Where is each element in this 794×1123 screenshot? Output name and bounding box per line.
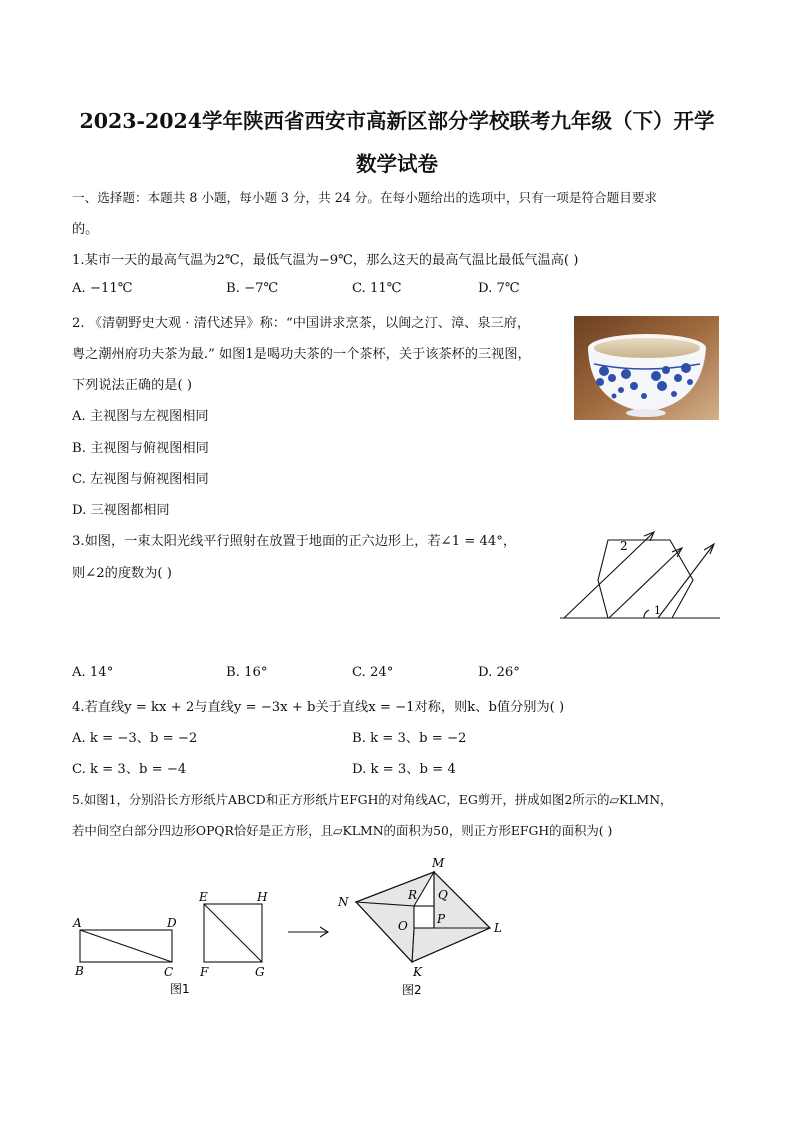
- point-e-label: E: [199, 890, 208, 904]
- question-1-stem: 1.某市一天的最高气温为2℃，最低气温为−9℃，那么这天的最高气温比最低气温高( ): [72, 253, 579, 268]
- hexagon-sunlight-figure: [556, 526, 724, 626]
- question-2-line2: 粤之潮州府功夫茶为最.” 如图1是喝功夫茶的一个茶杯，关于该茶杯的三视图，: [72, 347, 531, 362]
- arrow-right-icon: [286, 924, 332, 940]
- question-3-line2: 则∠2的度数为( ): [72, 566, 172, 581]
- question-2-line1: 2. 《清朝野史大观 · 清代述异》称：“中国讲求烹茶，以闽之汀、漳、泉三府，: [72, 316, 531, 331]
- question-1-option-a: A. −11℃: [72, 281, 133, 296]
- point-f-label: F: [200, 965, 209, 979]
- question-3-option-c: C. 24°: [352, 665, 394, 680]
- angle-1-label: 1: [654, 604, 661, 617]
- exam-title-line2: 数学试卷: [356, 152, 438, 176]
- figure-1-rectangle-square: [70, 886, 280, 1002]
- point-n-label: N: [338, 895, 349, 909]
- question-5-line2: 若中间空白部分四边形OPQR恰好是正方形，且▱KLMN的面积为50，则正方形EFGH的面积为( ): [72, 823, 613, 838]
- point-g-label: G: [255, 965, 265, 979]
- question-2-option-c: C. 左视图与俯视图相同: [72, 472, 209, 487]
- point-q-label: Q: [438, 888, 448, 902]
- question-3-option-d: D. 26°: [478, 665, 520, 680]
- exam-title-line1: 2023-2024学年陕西省西安市高新区部分学校联考九年级（下）开学: [79, 109, 715, 133]
- point-o-label: O: [398, 919, 408, 933]
- question-1-option-d: D. 7℃: [478, 281, 520, 296]
- question-3-option-b: B. 16°: [226, 665, 268, 680]
- section-instructions-line2: 的。: [72, 222, 99, 237]
- question-4-option-a: A. k = −3、b = −2: [72, 731, 198, 746]
- point-b-label: B: [75, 964, 84, 978]
- question-1-option-b: B. −7℃: [226, 281, 279, 296]
- point-c-label: C: [164, 965, 174, 979]
- question-2-option-a: A. 主视图与左视图相同: [72, 409, 209, 424]
- teacup-photo: [574, 316, 719, 420]
- question-1-option-c: C. 11℃: [352, 281, 402, 296]
- question-5-line1: 5.如图1，分别沿长方形纸片ABCD和正方形纸片EFGH的对角线AC，EG剪开，拼成如图2所示的▱KLMN，: [72, 792, 673, 807]
- figure-2-parallelogram: [334, 852, 514, 1002]
- question-4-option-b: B. k = 3、b = −2: [352, 731, 467, 746]
- figure-2-caption: 图2: [402, 983, 422, 997]
- point-m-label: M: [432, 856, 445, 870]
- question-2-option-d: D. 三视图都相同: [72, 503, 170, 518]
- section-instructions-line1: 一、选择题：本题共 8 小题，每小题 3 分，共 24 分。在每小题给出的选项中，只有一项是符合题目要求: [72, 190, 658, 205]
- question-4-option-d: D. k = 3、b = 4: [352, 762, 456, 777]
- point-a-label: A: [73, 916, 82, 930]
- question-3-option-a: A. 14°: [72, 665, 114, 680]
- point-r-label: R: [408, 888, 418, 902]
- point-l-label: L: [494, 921, 502, 935]
- point-k-label: K: [413, 965, 422, 979]
- angle-2-label: 2: [620, 539, 628, 553]
- point-p-label: P: [437, 912, 446, 926]
- question-4-stem: 4.若直线y = kx + 2与直线y = −3x + b关于直线x = −1对称，则k、b值分别为( ): [72, 700, 565, 715]
- figure-1-caption: 图1: [170, 982, 190, 996]
- question-2-line3: 下列说法正确的是( ): [72, 378, 192, 393]
- question-4-option-c: C. k = 3、b = −4: [72, 762, 187, 777]
- question-3-line1: 3.如图，一束太阳光线平行照射在放置于地面的正六边形上，若∠1 = 44°，: [72, 534, 517, 549]
- question-2-option-b: B. 主视图与俯视图相同: [72, 441, 209, 456]
- point-d-label: D: [167, 916, 177, 930]
- point-h-label: H: [257, 890, 268, 904]
